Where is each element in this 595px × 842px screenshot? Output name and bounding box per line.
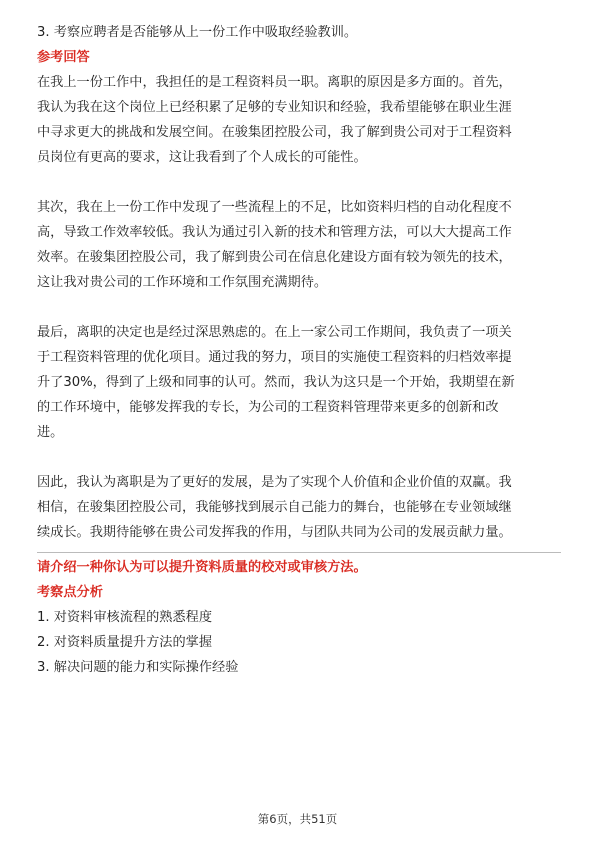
paragraph-line: 员岗位有更高的要求，这让我看到了个人成长的可能性。: [37, 150, 367, 165]
question-heading: 请介绍一种你认为可以提升资料质量的校对或审核方法。: [37, 560, 367, 575]
intro-point: 3. 考察应聘者是否能够从上一份工作中吸取经验教训。: [37, 25, 358, 40]
paragraph-line: 最后，离职的决定也是经过深思熟虑的。在上一家公司工作期间，我负责了一项关: [37, 325, 512, 340]
paragraph-line: 高，导致工作效率较低。我认为通过引入新的技术和管理方法，可以大大提高工作: [37, 225, 512, 240]
page-number: 第6页，共51页: [257, 812, 338, 826]
answer-heading: 参考回答: [37, 50, 90, 65]
paragraph-line: 在我上一份工作中，我担任的是工程资料员一职。离职的原因是多方面的。首先，: [37, 75, 512, 90]
paragraph-line: 因此，我认为离职是为了更好的发展，是为了实现个人价值和企业价值的双赢。我: [37, 475, 512, 490]
paragraph-line: 这让我对贵公司的工作环境和工作氛围充满期待。: [37, 275, 328, 290]
answer-paragraph-1: [37, 70, 561, 170]
document-page: [37, 20, 561, 680]
paragraph-line: 进。: [37, 425, 64, 440]
paragraph-line: 我认为我在这个岗位上已经积累了足够的专业知识和经验，我希望能够在职业生涯: [37, 100, 512, 115]
answer-paragraph-2: [37, 195, 561, 295]
paragraph-line: 效率。在骏集团控股公司，我了解到贵公司在信息化建设方面有较为领先的技术，: [37, 250, 512, 265]
list-item: 2. 对资料质量提升方法的掌握: [37, 635, 213, 650]
answer-paragraph-3: [37, 320, 561, 445]
paragraph-line: 相信，在骏集团控股公司，我能够找到展示自己能力的舞台，也能够在专业领域继: [37, 500, 512, 515]
paragraph-line: 其次，我在上一份工作中发现了一些流程上的不足，比如资料归档的自动化程度不: [37, 200, 512, 215]
list-item: 3. 解决问题的能力和实际操作经验: [37, 660, 239, 675]
paragraph-line: 的工作环境中，能够发挥我的专长，为公司的工程资料管理带来更多的创新和改: [37, 400, 499, 415]
paragraph-line: 续成长。我期待能够在贵公司发挥我的作用，与团队共同为公司的发展贡献力量。: [37, 525, 512, 540]
section-divider: [37, 552, 561, 553]
list-item: 1. 对资料审核流程的熟悉程度: [37, 610, 213, 625]
analysis-heading: 考察点分析: [37, 585, 103, 600]
paragraph-line: 于工程资料管理的优化项目。通过我的努力，项目的实施使工程资料的归档效率提: [37, 350, 512, 365]
answer-paragraph-4: [37, 470, 561, 545]
paragraph-line: 升了30%，得到了上级和同事的认可。然而，我认为这只是一个开始，我期望在新: [37, 375, 515, 390]
paragraph-line: 中寻求更大的挑战和发展空间。在骏集团控股公司，我了解到贵公司对于工程资料: [37, 125, 512, 140]
